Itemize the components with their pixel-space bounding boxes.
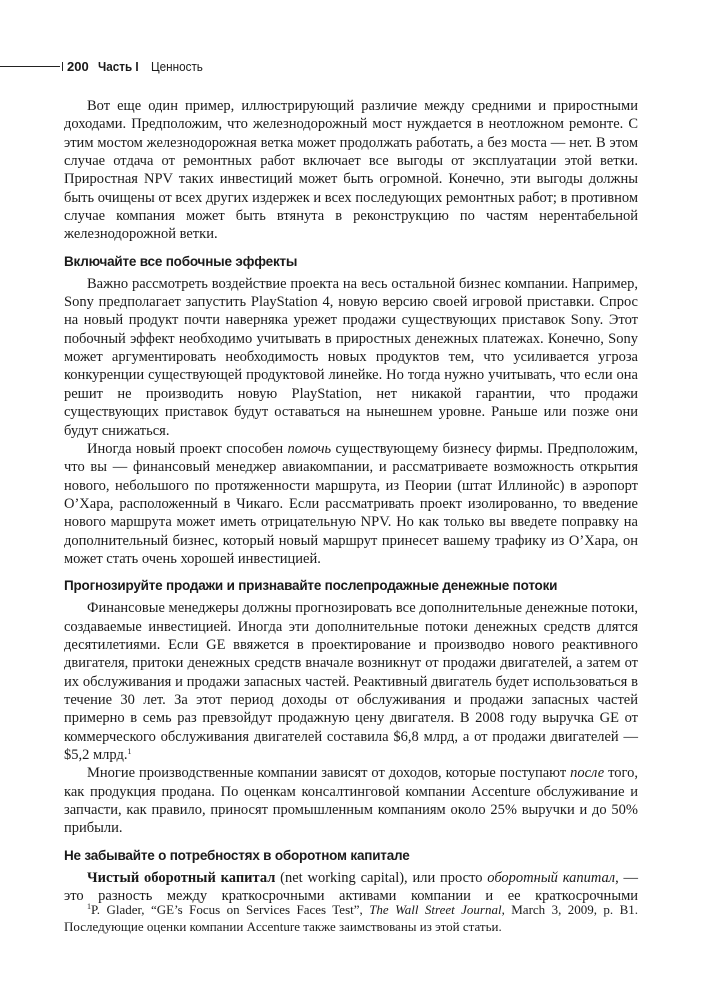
paragraph-sony-playstation: Важно рассмотреть воздействие проекта на весь остальной бизнес компании. Например, Sony предполагает запустить PlayStation 4, новую версию своей игровой приставки. Спрос на новый продукт почти наверняка урежет продажи существующих приставок Sony. Этот побочный эффект необходимо учитывать в приростных денежных платежах. Конечно, Sony может аргументировать необходимость новых продуктов тем, что усиливается угроза конкуренции существующей продуктовой линейке. Но тогда нужно учитывать, что если она решит не производить новую PlayStation, нет никакой гарантии, что продажи существующих приставок будут оставаться на нынешнем уровне. Раньше или позже они будут снижаться. xyxy=(64,275,638,439)
paragraph-ge-engines xyxy=(64,599,638,764)
section-heading-side-effects: Включайте все побочные эффекты xyxy=(64,253,298,269)
page-body xyxy=(64,97,638,905)
text-run: Финансовые менеджеры должны прогнозировать все дополнительные денежные потоки, создаваемые инвестицией. Иногда эти дополнительные потоки денежных средств длятся десятилетиями. Если GE ввяжется в проектирование и производво нового реактивного двигателя, притоки денежных средств вначале возникнут от продажи двигателей, а затем от их обслуживания и продажи запасных частей. Реактивный двигатель будет использоваться в течение 30 лет. За этот период доходы от обслуживания и продажи запасных частей примерно в семь раз превзойдут продажную цену двигателя. В 2008 году выручка GE от коммерческого обслуживания двигателей составила $6,8 млрд, а от продажи двигателей — $5,2 млрд. xyxy=(64,600,638,763)
text-run: , — это разность между краткосрочными активами компании и ее краткосрочными xyxy=(64,869,639,905)
paragraph-bridge-example: Вот еще один пример, иллюстрирующий различие между средними и приростными доходами. Предположим, что железнодорожный мост нуждается в неотложном ремонте. С этим мостом железнодорожная ветка может продолжать работать, а без моста — нет. В этом случае отдача от ремонтных работ включает все выгоды от эксплуатации этой ветки. Приростная NPV таких инвестиций может быть огромной. Конечно, эти выгоды должны быть очищены от всех других издержек и всех последующих ремонтных работ; в противном случае компания может быть втянута в реконструкцию по частям нерентабельной железнодорожной ветки. xyxy=(64,98,638,243)
emphasis-text: помочь xyxy=(287,440,332,457)
text-run: , March 3, 2009, p. B1. Последующие оценки компании Accenture также заимствованы из этой статьи. xyxy=(64,902,638,934)
emphasis-text: оборотный капитал xyxy=(487,869,616,886)
paragraph-accenture xyxy=(64,764,638,837)
footnote-area xyxy=(64,902,638,935)
footnote-marker: 1 xyxy=(87,902,91,911)
header-rule xyxy=(0,66,60,67)
chapter-label: Ценность xyxy=(150,58,203,74)
footnote xyxy=(64,902,638,935)
page-number: 200 xyxy=(67,58,89,74)
journal-title: The Wall Street Journal xyxy=(369,902,502,917)
text-run: Многие производственные компании зависят от доходов, которые поступают xyxy=(87,765,571,782)
header-rule-tick xyxy=(62,62,63,71)
bold-term: Чистый оборотный капитал xyxy=(87,869,276,886)
section-heading-aftermarket: Прогнозируйте продажи и признавайте послепродажные денежные потоки xyxy=(64,578,558,594)
emphasis-text: после xyxy=(570,765,605,782)
footnote-ref: 1 xyxy=(127,747,132,756)
section-heading-working-capital: Не забывайте о потребностях в оборотном капитале xyxy=(64,847,410,863)
text-run: того, как продукция продана. По оценкам консалтинговой компании Accenture обслуживание и запчасти, как правило, приносят промышленным компаниям около 25% выручки и до 50% прибыли. xyxy=(64,765,639,837)
paragraph-airline-route xyxy=(64,440,638,568)
text-run: (net working capital), или просто xyxy=(275,869,488,886)
part-label: Часть I xyxy=(97,58,139,74)
running-header xyxy=(0,57,330,75)
text-run: существующему бизнесу фирмы. Предположим, что вы — финансовый менеджер авиакомпании, и рассматриваете возможность открытия нового, небольшого по протяженности маршрута, из Пеории (штат Иллинойс) в аэропорт О’Хара, расположенный в Чикаго. Если рассматривать проект изолированно, то введение нового маршрута может иметь отрицательную NPV. Но как только вы введете поправку на дополнительный бизнес, который новый маршрут принесет вашему трафику из О’Хара, он может стать очень хорошей инвестицией. xyxy=(64,440,638,567)
text-run: P. Glader, “GE’s Focus on Services Faces Test”, xyxy=(91,902,370,917)
text-run: Иногда новый проект способен xyxy=(87,440,288,457)
paragraph-net-working-capital xyxy=(64,869,638,906)
